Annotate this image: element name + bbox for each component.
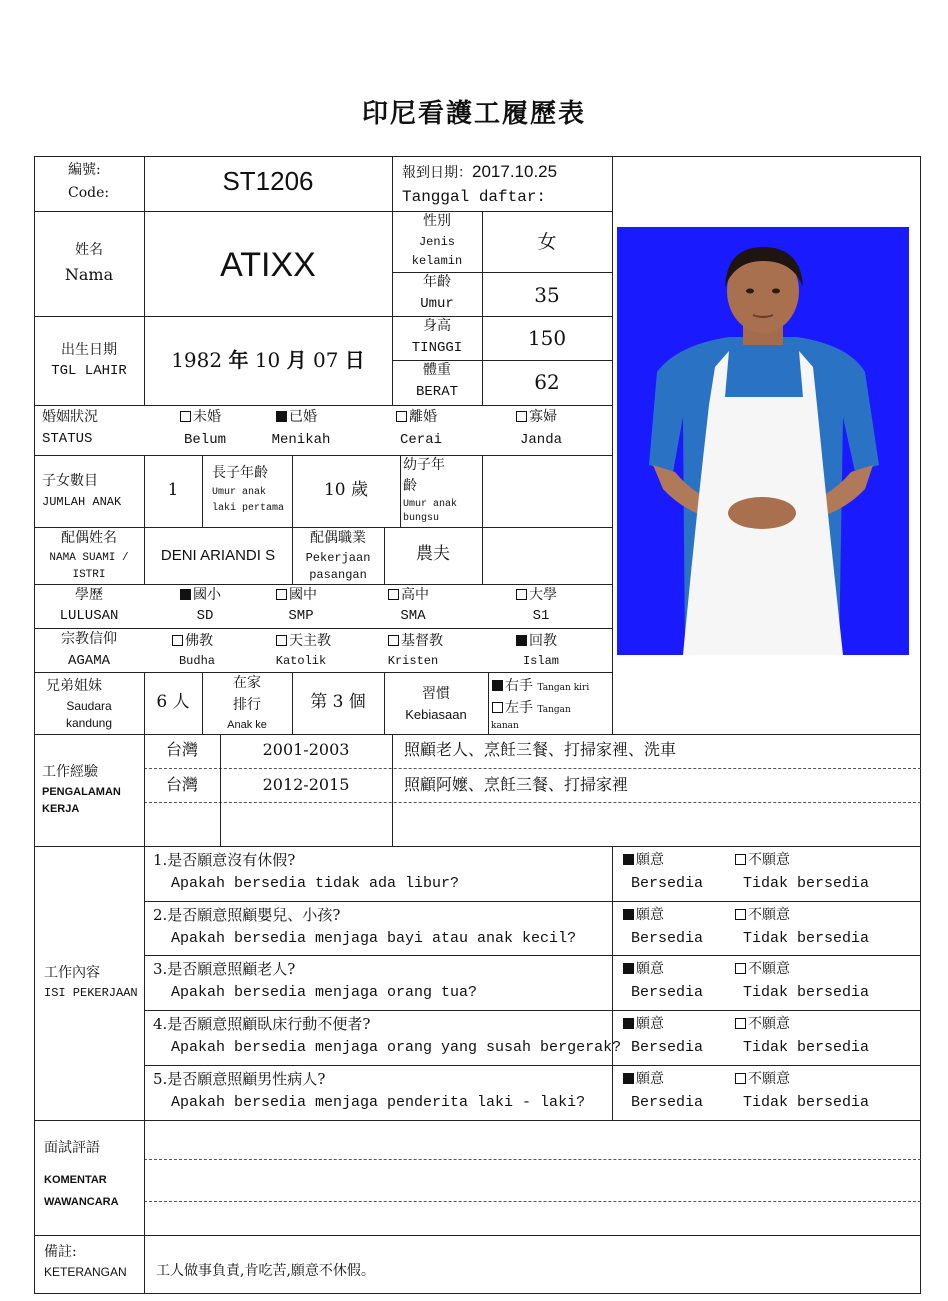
work-label-en: ISI PEKERJAAN: [44, 986, 138, 1000]
height-label-zh: 身高: [423, 318, 451, 334]
religion-checkbox-1[interactable]: [172, 635, 183, 646]
marital-option-en: Cerai: [399, 432, 442, 448]
education-option-1: [180, 587, 221, 603]
marital-label-en: STATUS: [42, 431, 93, 447]
yes-label-en: Bersedia: [631, 1094, 704, 1111]
spouse-label-zh: 配偶姓名: [61, 530, 117, 546]
children-label-en: JUMLAH ANAK: [42, 495, 122, 509]
children-value: 1: [167, 480, 179, 500]
interview-label-en2: WAWANCARA: [44, 1196, 119, 1208]
birth-value: 1982 年 10 月 07 日: [171, 348, 365, 372]
religion-option-1: [172, 633, 213, 649]
remarks-value: 工人做事負責,肯吃苦,願意不休假。: [156, 1263, 375, 1279]
yes-label: 願意: [636, 961, 664, 977]
question-id-4: Apakah bersedia menjaga orang yang susah bergerak?: [171, 1039, 622, 1056]
code-label-zh: 編號:: [68, 162, 101, 178]
spouse-job-value: 農夫: [416, 544, 450, 564]
education-option-en: S1: [532, 608, 550, 624]
exp-row2-desc: 照顧阿嬤、烹飪三餐、打掃家裡: [404, 775, 629, 794]
no-checkbox[interactable]: [735, 854, 746, 865]
yes-label-en: Bersedia: [631, 930, 704, 947]
experience-label-zh: 工作經驗: [42, 764, 98, 780]
code-value: ST1206: [222, 166, 314, 196]
education-label-en: LULUSAN: [59, 608, 119, 624]
religion-option-label: 佛教: [185, 633, 213, 649]
marital-checkbox-2[interactable]: [276, 411, 287, 422]
marital-option-en: Janda: [519, 432, 562, 448]
education-option-label: 國小: [193, 587, 221, 603]
no-label: 不願意: [748, 1071, 790, 1087]
answer-no-5: [735, 1071, 790, 1087]
height-label-en: TINGGI: [411, 340, 463, 356]
marital-label-zh: 婚姻狀況: [42, 409, 98, 425]
siblings-label-en2: kandung: [65, 716, 113, 730]
education-checkbox-3[interactable]: [388, 589, 399, 600]
marital-option-en: Menikah: [271, 432, 331, 448]
habit-left-en2: kanan: [491, 721, 519, 731]
remarks-label-en: KETERANGAN: [44, 1265, 127, 1279]
gender-value: 女: [537, 231, 557, 253]
religion-option-en: Katolik: [275, 654, 327, 668]
religion-label-zh: 宗教信仰: [61, 631, 117, 647]
name-value: ATIXX: [220, 246, 316, 284]
yes-label-en: Bersedia: [631, 1039, 704, 1056]
age-value: 35: [534, 283, 560, 307]
question-id-1: Apakah bersedia tidak ada libur?: [171, 875, 460, 892]
code-label-en: Code:: [68, 185, 110, 201]
order-label-zh2: 排行: [233, 697, 261, 713]
no-checkbox[interactable]: [735, 909, 746, 920]
marital-option-1: [180, 409, 221, 425]
answer-no-3: [735, 961, 790, 977]
religion-checkbox-3[interactable]: [388, 635, 399, 646]
education-checkbox-2[interactable]: [276, 589, 287, 600]
marital-option-2: [276, 409, 317, 425]
education-option-en: SD: [196, 608, 214, 624]
religion-option-en: Kristen: [387, 654, 439, 668]
education-checkbox-1[interactable]: [180, 589, 191, 600]
education-option-4: [516, 587, 557, 603]
education-option-en: SMA: [400, 608, 426, 624]
marital-option-label: 離婚: [409, 409, 437, 425]
eldest-value: 10 歲: [323, 480, 369, 500]
eldest-label-en1: Umur anak: [212, 487, 267, 498]
gender-label-zh: 性別: [423, 213, 451, 229]
no-label-en: Tidak bersedia: [743, 1094, 870, 1111]
yes-label-en: Bersedia: [631, 875, 704, 892]
education-label-zh: 學歷: [75, 587, 103, 603]
education-option-2: [276, 587, 317, 603]
religion-option-2: [276, 633, 331, 649]
left-hand-checkbox[interactable]: [492, 702, 503, 713]
yes-checkbox[interactable]: [623, 1073, 634, 1084]
religion-option-label: 基督教: [401, 633, 443, 649]
question-zh-2: 2.是否願意照顧嬰兒、小孩?: [153, 906, 341, 924]
yes-label-en: Bersedia: [631, 984, 704, 1001]
religion-option-en: Budha: [178, 654, 215, 668]
exp-row1-place: 台灣: [165, 740, 198, 759]
no-label-en: Tidak bersedia: [743, 1039, 870, 1056]
no-label-en: Tidak bersedia: [743, 875, 870, 892]
no-label-en: Tidak bersedia: [743, 984, 870, 1001]
marital-checkbox-3[interactable]: [396, 411, 407, 422]
no-label: 不願意: [748, 961, 790, 977]
education-option-label: 高中: [401, 587, 429, 603]
religion-checkbox-4[interactable]: [516, 635, 527, 646]
register-label-en: Tanggal daftar:: [402, 188, 547, 206]
no-checkbox[interactable]: [735, 1018, 746, 1029]
children-label-zh: 子女數目: [42, 473, 98, 489]
yes-checkbox[interactable]: [623, 909, 634, 920]
answer-no-4: [735, 1016, 790, 1032]
marital-option-4: [516, 409, 557, 425]
gender-label-en1: Jenis: [418, 235, 455, 249]
marital-option-label: 已婚: [289, 409, 317, 425]
page-title: 印尼看護工履歷表: [361, 99, 586, 129]
order-label-en: Anak ke: [227, 719, 267, 731]
question-id-5: Apakah bersedia menjaga penderita laki - laki?: [171, 1094, 586, 1111]
question-zh-5: 5.是否願意照顧男性病人?: [153, 1070, 326, 1088]
birth-label-zh: 出生日期: [61, 342, 117, 358]
habit-left: 左手 Tangan: [492, 700, 571, 716]
spouse-label-en1: NAMA SUAMI /: [49, 552, 129, 564]
youngest-label-zh1: 幼子年: [403, 457, 445, 473]
order-label-zh1: 在家: [233, 675, 261, 691]
exp-row2-years: 2012-2015: [262, 775, 350, 794]
marital-option-3: [396, 409, 437, 425]
answer-yes-5: [623, 1071, 664, 1087]
weight-label-en: BERAT: [415, 384, 458, 400]
marital-checkbox-4[interactable]: [516, 411, 527, 422]
exp-row2-place: 台灣: [165, 775, 198, 794]
religion-option-en: Islam: [522, 654, 559, 668]
exp-row1-years: 2001-2003: [262, 740, 350, 759]
name-label-en: Nama: [64, 265, 114, 284]
marital-option-en: Belum: [183, 432, 226, 448]
yes-label: 願意: [636, 1071, 664, 1087]
weight-label-zh: 體重: [423, 362, 451, 378]
religion-label-en: AGAMA: [67, 653, 110, 669]
eldest-label-en2: laki pertama: [212, 503, 285, 514]
habit-label-zh: 習慣: [422, 686, 450, 702]
answer-no-1: [735, 852, 790, 868]
yes-label: 願意: [636, 907, 664, 923]
youngest-label-en1: Umur anak: [403, 499, 458, 510]
religion-option-4: [516, 633, 557, 649]
order-value: 第 3 個: [310, 692, 366, 712]
religion-option-label: 天主教: [289, 633, 331, 649]
education-option-3: [388, 587, 429, 603]
answer-yes-3: [623, 961, 664, 977]
answer-yes-4: [623, 1016, 664, 1032]
education-checkbox-4[interactable]: [516, 589, 527, 600]
worker-photo: [617, 227, 909, 655]
yes-checkbox[interactable]: [623, 1018, 634, 1029]
education-option-label: 國中: [289, 587, 317, 603]
name-label-zh: 姓名: [75, 242, 103, 258]
answer-yes-2: [623, 907, 664, 923]
worker-photo-image: [617, 227, 909, 655]
religion-checkbox-2[interactable]: [276, 635, 287, 646]
no-label: 不願意: [748, 852, 790, 868]
no-label-en: Tidak bersedia: [743, 930, 870, 947]
register-label: 報到日期：2017.10.25: [402, 162, 558, 181]
youngest-label-zh2: 齡: [403, 478, 417, 494]
spouse-job-label-zh: 配偶職業: [310, 530, 366, 546]
yes-checkbox[interactable]: [623, 963, 634, 974]
no-checkbox[interactable]: [735, 963, 746, 974]
youngest-label-en2: bungsu: [403, 513, 440, 524]
interview-label-zh: 面試評語: [44, 1140, 100, 1156]
habit-label-en: Kebiasaan: [405, 707, 467, 722]
no-label: 不願意: [748, 1016, 790, 1032]
remarks-label-zh: 備註:: [44, 1244, 77, 1260]
spouse-label-en2: ISTRI: [72, 569, 106, 581]
age-label-en: Umur: [420, 296, 454, 312]
question-zh-4: 4.是否願意照顧臥床行動不便者?: [153, 1015, 371, 1033]
birth-label-en: TGL LAHIR: [51, 363, 127, 379]
spouse-job-label-en2: pasangan: [309, 568, 367, 582]
yes-label: 願意: [636, 852, 664, 868]
no-checkbox[interactable]: [735, 1073, 746, 1084]
answer-yes-1: [623, 852, 664, 868]
weight-value: 62: [534, 370, 560, 394]
question-id-2: Apakah bersedia menjaga bayi atau anak kecil?: [171, 930, 577, 947]
right-hand-checkbox[interactable]: [492, 680, 503, 691]
education-option-label: 大學: [529, 587, 557, 603]
yes-label: 願意: [636, 1016, 664, 1032]
answer-no-2: [735, 907, 790, 923]
siblings-label-en1: Saudara: [66, 699, 112, 713]
work-label-zh: 工作內容: [44, 965, 100, 981]
education-option-en: SMP: [288, 608, 314, 624]
habit-right: 右手 Tangan kiri: [492, 678, 589, 694]
siblings-value: 6 人: [156, 692, 190, 712]
question-zh-1: 1.是否願意沒有休假?: [153, 851, 296, 869]
marital-checkbox-1[interactable]: [180, 411, 191, 422]
religion-option-label: 回教: [529, 633, 557, 649]
age-label-zh: 年齡: [423, 274, 451, 290]
question-zh-3: 3.是否願意照顧老人?: [153, 960, 296, 978]
eldest-label-zh: 長子年齡: [212, 465, 268, 481]
marital-option-label: 未婚: [193, 409, 221, 425]
yes-checkbox[interactable]: [623, 854, 634, 865]
marital-option-label: 寡婦: [529, 409, 557, 425]
gender-label-en2: kelamin: [411, 254, 463, 268]
interview-label-en1: KOMENTAR: [44, 1174, 107, 1186]
spouse-job-label-en1: Pekerjaan: [305, 551, 371, 565]
siblings-label-zh: 兄弟姐妹: [46, 678, 102, 694]
experience-label-en1: PENGALAMAN: [42, 786, 121, 798]
exp-row1-desc: 照顧老人、烹飪三餐、打掃家裡、洗車: [404, 740, 677, 759]
experience-label-en2: KERJA: [42, 803, 80, 815]
question-id-3: Apakah bersedia menjaga orang tua?: [171, 984, 478, 1001]
spouse-value: DENI ARIANDI S: [160, 547, 276, 564]
no-label: 不願意: [748, 907, 790, 923]
height-value: 150: [527, 326, 567, 350]
religion-option-3: [388, 633, 443, 649]
